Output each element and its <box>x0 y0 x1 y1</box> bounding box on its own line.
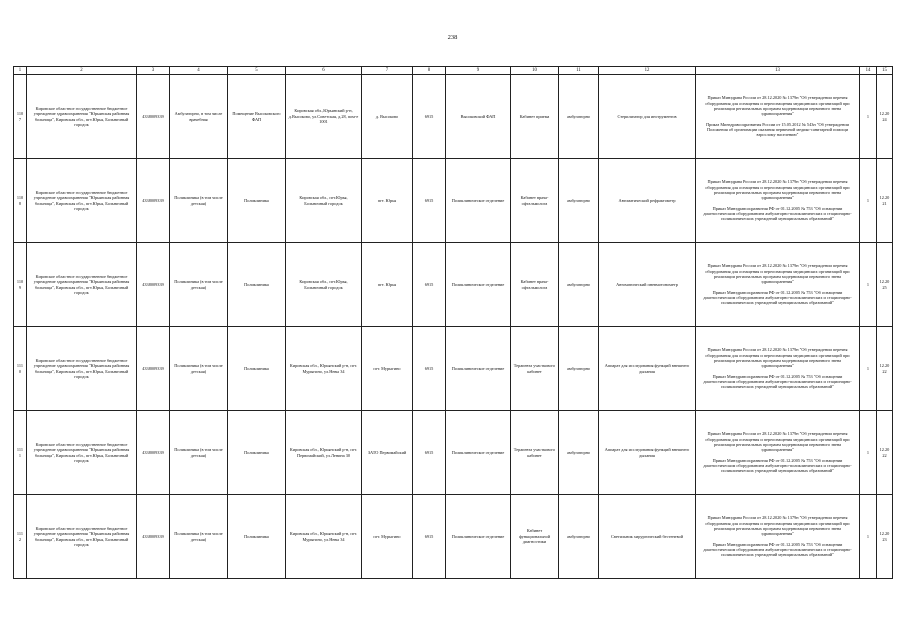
table-row <box>14 243 893 327</box>
division-name: Поликлиника <box>228 159 286 243</box>
inn-code: 4338009339 <box>137 411 170 495</box>
row-number: 1110 <box>14 327 27 411</box>
division-name: Поликлиника <box>228 243 286 327</box>
column-number: 10 <box>511 67 559 75</box>
institution-name: Кировское областное государственное бюджетное учреждение здравоохранения "Юрьянская районная больница", Кировская обл., пгт.Юрья, Больничный городок <box>27 327 137 411</box>
table-row <box>14 75 893 159</box>
address: Кировская обл., Юрьянский р-н, пгт. Первомайский, ул.Ленина 30 <box>286 411 362 495</box>
address: Кировская обл., Юрьянский р-н, пгт. Мурыгино, ул.Невы 34 <box>286 495 362 579</box>
care-conditions: амбулаторно <box>559 159 599 243</box>
room: Терапевта участкового кабинет <box>511 327 559 411</box>
division-name: Помещение Высоковского ФАП <box>228 75 286 159</box>
equipment-name: Автоматический пневмотонометр <box>599 243 696 327</box>
inn-code: 4338009339 <box>137 327 170 411</box>
column-number: 1 <box>14 67 27 75</box>
territory-code: 6915 <box>413 411 446 495</box>
regulatory-documents <box>696 327 860 411</box>
equipment-name: Аппарат для исследования функций внешнего дыхания <box>599 411 696 495</box>
column-number: 14 <box>860 67 877 75</box>
column-number: 15 <box>877 67 893 75</box>
care-type: Амбулаторно, в том числе врачебная <box>170 75 228 159</box>
regulatory-document: Приказ Минздравсоцразвития РФ от 01.12.2005 № 753 "Об оснащении диагностическим оборудованием амбулаторно-поликлинических и стационарно-поликлинических учреждений муниципальных образований" <box>703 457 852 474</box>
care-type: Поликлиника (в том числе детская) <box>170 243 228 327</box>
care-type: Поликлиника (в том числе детская) <box>170 495 228 579</box>
care-conditions: амбулаторно <box>559 411 599 495</box>
delivery-date: 12.2024 <box>877 75 893 159</box>
address: Кировская обл.,Юрьянский р-н, д.Высоково, ул.Советская, д.28, пом-е 1001 <box>286 75 362 159</box>
equipment-name: Аппарат для исследования функций внешнего дыхания <box>599 327 696 411</box>
delivery-date: 12.2022 <box>877 411 893 495</box>
table-row <box>14 411 893 495</box>
column-number: 9 <box>446 67 511 75</box>
division-name: Поликлиника <box>228 411 286 495</box>
regulatory-documents <box>696 411 860 495</box>
quantity: 1 <box>860 495 877 579</box>
delivery-date: 12.2023 <box>877 495 893 579</box>
equipment-name: Стерилизатор для инструментов <box>599 75 696 159</box>
column-number: 7 <box>362 67 413 75</box>
column-number: 4 <box>170 67 228 75</box>
regulatory-document: Приказ Минздравсоцразвития России от 15.05.2012 № 543н "Об утверждении Положения об организации оказания первичной медико-санитарной помощи взрослому населению" <box>706 121 849 138</box>
settlement: пгт. Юрья <box>362 159 413 243</box>
institution-name: Кировское областное государственное бюджетное учреждение здравоохранения "Юрьянская районная больница", Кировская обл., пгт.Юрья, Больничный городок <box>27 243 137 327</box>
settlement: пгт. Юрья <box>362 243 413 327</box>
table-row <box>14 327 893 411</box>
inn-code: 4338009339 <box>137 243 170 327</box>
regulatory-document: Приказ Минздравсоцразвития РФ от 01.12.2005 № 753 "Об оснащении диагностическим оборудованием амбулаторно-поликлинических и стационарно-поликлинических учреждений муниципальных образований" <box>703 289 852 306</box>
column-number: 2 <box>27 67 137 75</box>
quantity: 1 <box>860 411 877 495</box>
delivery-date: 12.2022 <box>877 327 893 411</box>
division-name: Поликлиника <box>228 327 286 411</box>
settlement: д. Высоково <box>362 75 413 159</box>
column-number: 13 <box>696 67 860 75</box>
regulatory-document: Приказ Минздрава России от 28.12.2020 № 1379н "Об утверждении перечня оборудования для оснащения и переоснащения медицинских организаций при реализации региональных программ модернизации первичного звена здравоохранения" <box>705 263 850 285</box>
regulatory-document: Приказ Минздравсоцразвития РФ от 01.12.2005 № 753 "Об оснащении диагностическим оборудованием амбулаторно-поликлинических и стационарно-поликлинических учреждений муниципальных образований" <box>703 205 852 222</box>
care-conditions: амбулаторно <box>559 243 599 327</box>
regulatory-document: Приказ Минздрава России от 28.12.2020 № 1379н "Об утверждении перечня оборудования для оснащения и переоснащения медицинских организаций при реализации региональных программ модернизации первичного звена здравоохранения" <box>705 95 850 117</box>
room: Кабинет приема <box>511 75 559 159</box>
territory-code: 6915 <box>413 327 446 411</box>
table-row <box>14 495 893 579</box>
inn-code: 4338009339 <box>137 75 170 159</box>
address: Кировская обл., пгт.Юрья, Больничный городок <box>286 243 362 327</box>
care-conditions: амбулаторно <box>559 327 599 411</box>
equipment-name: Светильник хирургический бестеневой <box>599 495 696 579</box>
care-type: Поликлиника (в том числе детская) <box>170 411 228 495</box>
quantity: 1 <box>860 243 877 327</box>
room: Кабинет врача-офтальмолога <box>511 159 559 243</box>
division-name: Поликлиника <box>228 495 286 579</box>
inn-code: 4338009339 <box>137 495 170 579</box>
territory-code: 6915 <box>413 159 446 243</box>
inn-code: 4338009339 <box>137 159 170 243</box>
row-number: 1109 <box>14 243 27 327</box>
delivery-date: 12.2025 <box>877 243 893 327</box>
territory-code: 6915 <box>413 243 446 327</box>
department: Поликлиническое отделение <box>446 495 511 579</box>
room: Кабинет врача-офтальмолога <box>511 243 559 327</box>
address: Кировская обл., Юрьянский р-н, пгт. Мурыгино, ул.Невы 34 <box>286 327 362 411</box>
regulatory-document: Приказ Минздрава России от 28.12.2020 № 1379н "Об утверждении перечня оборудования для оснащения и переоснащения медицинских организаций при реализации региональных программ модернизации первичного звена здравоохранения" <box>705 347 850 369</box>
settlement: пгт. Мурыгино <box>362 495 413 579</box>
regulatory-document: Приказ Минздравсоцразвития РФ от 01.12.2005 № 753 "Об оснащении диагностическим оборудованием амбулаторно-поликлинических и стационарно-поликлинических учреждений муниципальных образований" <box>703 373 852 390</box>
department: Поликлиническое отделение <box>446 159 511 243</box>
regulatory-document: Приказ Минздравсоцразвития РФ от 01.12.2005 № 753 "Об оснащении диагностическим оборудованием амбулаторно-поликлинических и стационарно-поликлинических учреждений муниципальных образований" <box>703 541 852 558</box>
institution-name: Кировское областное государственное бюджетное учреждение здравоохранения "Юрьянская районная больница", Кировская обл., пгт.Юрья, Больничный городок <box>27 495 137 579</box>
territory-code: 6915 <box>413 495 446 579</box>
regulatory-documents <box>696 495 860 579</box>
row-number: 1112 <box>14 495 27 579</box>
column-number: 11 <box>559 67 599 75</box>
regulatory-documents <box>696 159 860 243</box>
department: Высоковский ФАП <box>446 75 511 159</box>
institution-name: Кировское областное государственное бюджетное учреждение здравоохранения "Юрьянская районная больница", Кировская обл., пгт.Юрья, Больничный городок <box>27 411 137 495</box>
quantity: 1 <box>860 159 877 243</box>
care-conditions: амбулаторно <box>559 75 599 159</box>
page-number: 238 <box>447 34 458 41</box>
column-number: 8 <box>413 67 446 75</box>
column-number: 3 <box>137 67 170 75</box>
department: Поликлиническое отделение <box>446 243 511 327</box>
address: Кировская обл., пгт.Юрья, Больничный городок <box>286 159 362 243</box>
regulatory-document: Приказ Минздрава России от 28.12.2020 № 1379н "Об утверждении перечня оборудования для оснащения и переоснащения медицинских организаций при реализации региональных программ модернизации первичного звена здравоохранения" <box>705 431 850 453</box>
column-number: 6 <box>286 67 362 75</box>
quantity: 1 <box>860 327 877 411</box>
territory-code: 6915 <box>413 75 446 159</box>
quantity: 1 <box>860 75 877 159</box>
regulatory-document: Приказ Минздрава России от 28.12.2020 № 1379н "Об утверждении перечня оборудования для оснащения и переоснащения медицинских организаций при реализации региональных программ модернизации первичного звена здравоохранения" <box>705 515 850 537</box>
care-type: Поликлиника (в том числе детская) <box>170 159 228 243</box>
department: Поликлиническое отделение <box>446 411 511 495</box>
equipment-register-table <box>13 66 893 579</box>
care-type: Поликлиника (в том числе детская) <box>170 327 228 411</box>
care-conditions: амбулаторно <box>559 495 599 579</box>
department: Поликлиническое отделение <box>446 327 511 411</box>
room: Кабинет функциональной диагностики <box>511 495 559 579</box>
regulatory-document: Приказ Минздрава России от 28.12.2020 № 1379н "Об утверждении перечня оборудования для оснащения и переоснащения медицинских организаций при реализации региональных программ модернизации первичного звена здравоохранения" <box>705 179 850 201</box>
institution-name: Кировское областное государственное бюджетное учреждение здравоохранения "Юрьянская районная больница", Кировская обл., пгт.Юрья, Больничный городок <box>27 75 137 159</box>
row-number: 1107 <box>14 75 27 159</box>
settlement: ЗАТО Первомайский <box>362 411 413 495</box>
column-number-row <box>14 67 893 75</box>
row-number: 1111 <box>14 411 27 495</box>
table-row <box>14 159 893 243</box>
equipment-name: Автоматический рефрактометр <box>599 159 696 243</box>
regulatory-documents <box>696 75 860 159</box>
settlement: пгт. Мурыгино <box>362 327 413 411</box>
row-number: 1108 <box>14 159 27 243</box>
regulatory-documents <box>696 243 860 327</box>
room: Терапевта участкового кабинет <box>511 411 559 495</box>
column-number: 5 <box>228 67 286 75</box>
column-number: 12 <box>599 67 696 75</box>
institution-name: Кировское областное государственное бюджетное учреждение здравоохранения "Юрьянская районная больница", Кировская обл., пгт.Юрья, Больничный городок <box>27 159 137 243</box>
delivery-date: 12.2021 <box>877 159 893 243</box>
